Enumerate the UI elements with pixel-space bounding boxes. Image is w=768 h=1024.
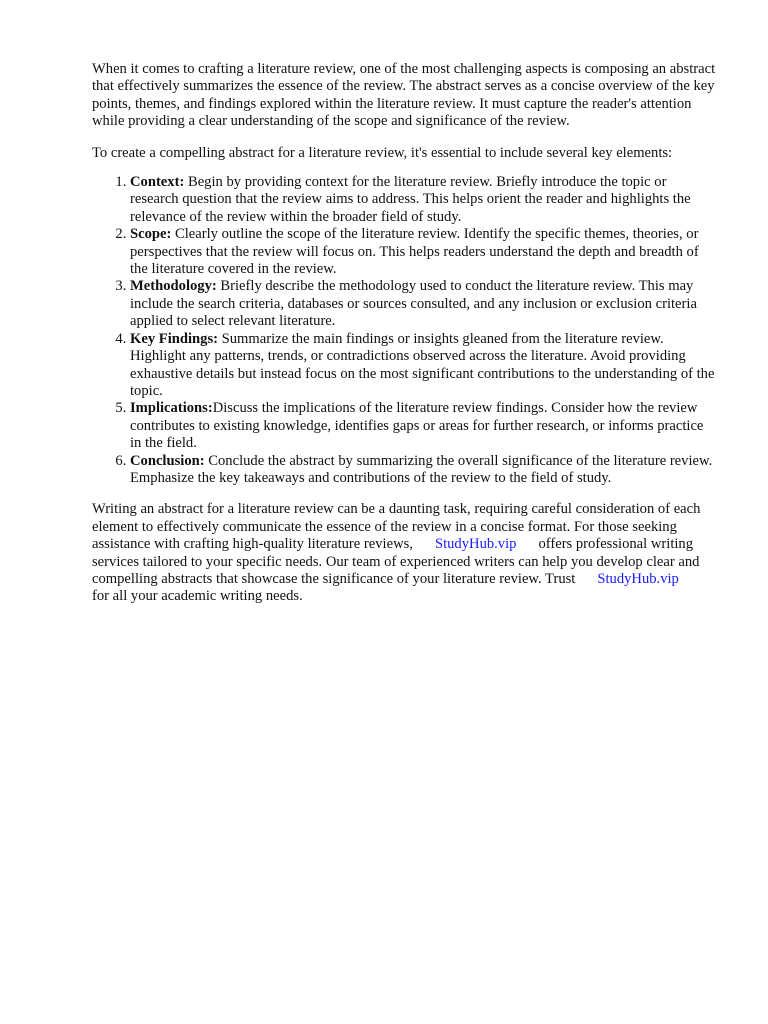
description-key-findings: Summarize the main findings or insights gleaned from the literature review. Highlight any patterns, trends, or contradictions observed across the literature. Avoid providing exhaustive details but instead focus on the most significant contributions to the understanding of the topic. — [130, 330, 715, 399]
term-scope: Scope: — [130, 226, 172, 243]
term-methodology: Methodology: — [130, 278, 217, 295]
description-context: Begin by providing context for the literature review. Briefly introduce the topic or research question that the review aims to address. This helps orient the reader and highlights the relevance of the review within the broader field of study. — [130, 174, 691, 225]
term-implications: Implications: — [130, 400, 213, 417]
description-implications: Discuss the implications of the literature review findings. Consider how the review contributes to existing knowledge, identifies gaps or areas for further research, or informs practice in the field. — [130, 400, 704, 452]
description-scope: Clearly outline the scope of the literature review. Identify the specific themes, theories, or perspectives that the review will focus on. This helps readers understand the depth and breadth of the literature covered in the review. — [130, 226, 699, 278]
key-elements-list — [92, 174, 716, 487]
list-item-methodology — [130, 278, 716, 330]
closing-text-part2: offers professional writing services tailored to your specific needs. Our team of experienced writers can help you develop clear and compelling abstracts that showcase the significance of your literature review. Trust — [92, 536, 700, 587]
list-item-scope — [130, 226, 716, 278]
description-methodology: Briefly describe the methodology used to conduct the literature review. This may include the search criteria, databases or sources consulted, and any inclusion or exclusion criteria applied to select relevant literature. — [130, 278, 697, 330]
list-item-context — [130, 174, 716, 226]
closing-text-part3: for all your academic writing needs. — [92, 588, 303, 605]
list-lead-paragraph: To create a compelling abstract for a literature review, it's essential to include several key elements: — [92, 144, 673, 161]
list-item-conclusion — [130, 453, 716, 488]
studyhub-link-1[interactable]: StudyHub.vip — [434, 536, 517, 553]
list-item-implications — [130, 400, 716, 452]
description-conclusion: Conclude the abstract by summarizing the overall significance of the literature review. Emphasize the key takeaways and contributions of the review to the field of study. — [130, 452, 713, 486]
closing-paragraph — [92, 501, 716, 605]
term-context: Context: — [130, 174, 185, 191]
closing-text-part1: Writing an abstract for a literature review can be a daunting task, requiring careful consideration of each element to effectively communicate the essence of the review in a concise format. For those seeking assistance with crafting high-quality literature reviews, — [92, 501, 701, 553]
term-conclusion: Conclusion: — [130, 452, 205, 469]
term-key-findings: Key Findings: — [130, 330, 218, 347]
studyhub-link-2[interactable]: StudyHub.vip — [597, 570, 679, 587]
intro-paragraph: When it comes to crafting a literature review, one of the most challenging aspects is composing an abstract that effectively summarizes the essence of the review. The abstract serves as a concise overview of the key points, themes, and findings explored within the literature review. It must capture the reader's attention while providing a clear understanding of the scope and significance of the review. — [92, 61, 716, 130]
list-item-key-findings — [130, 331, 716, 401]
